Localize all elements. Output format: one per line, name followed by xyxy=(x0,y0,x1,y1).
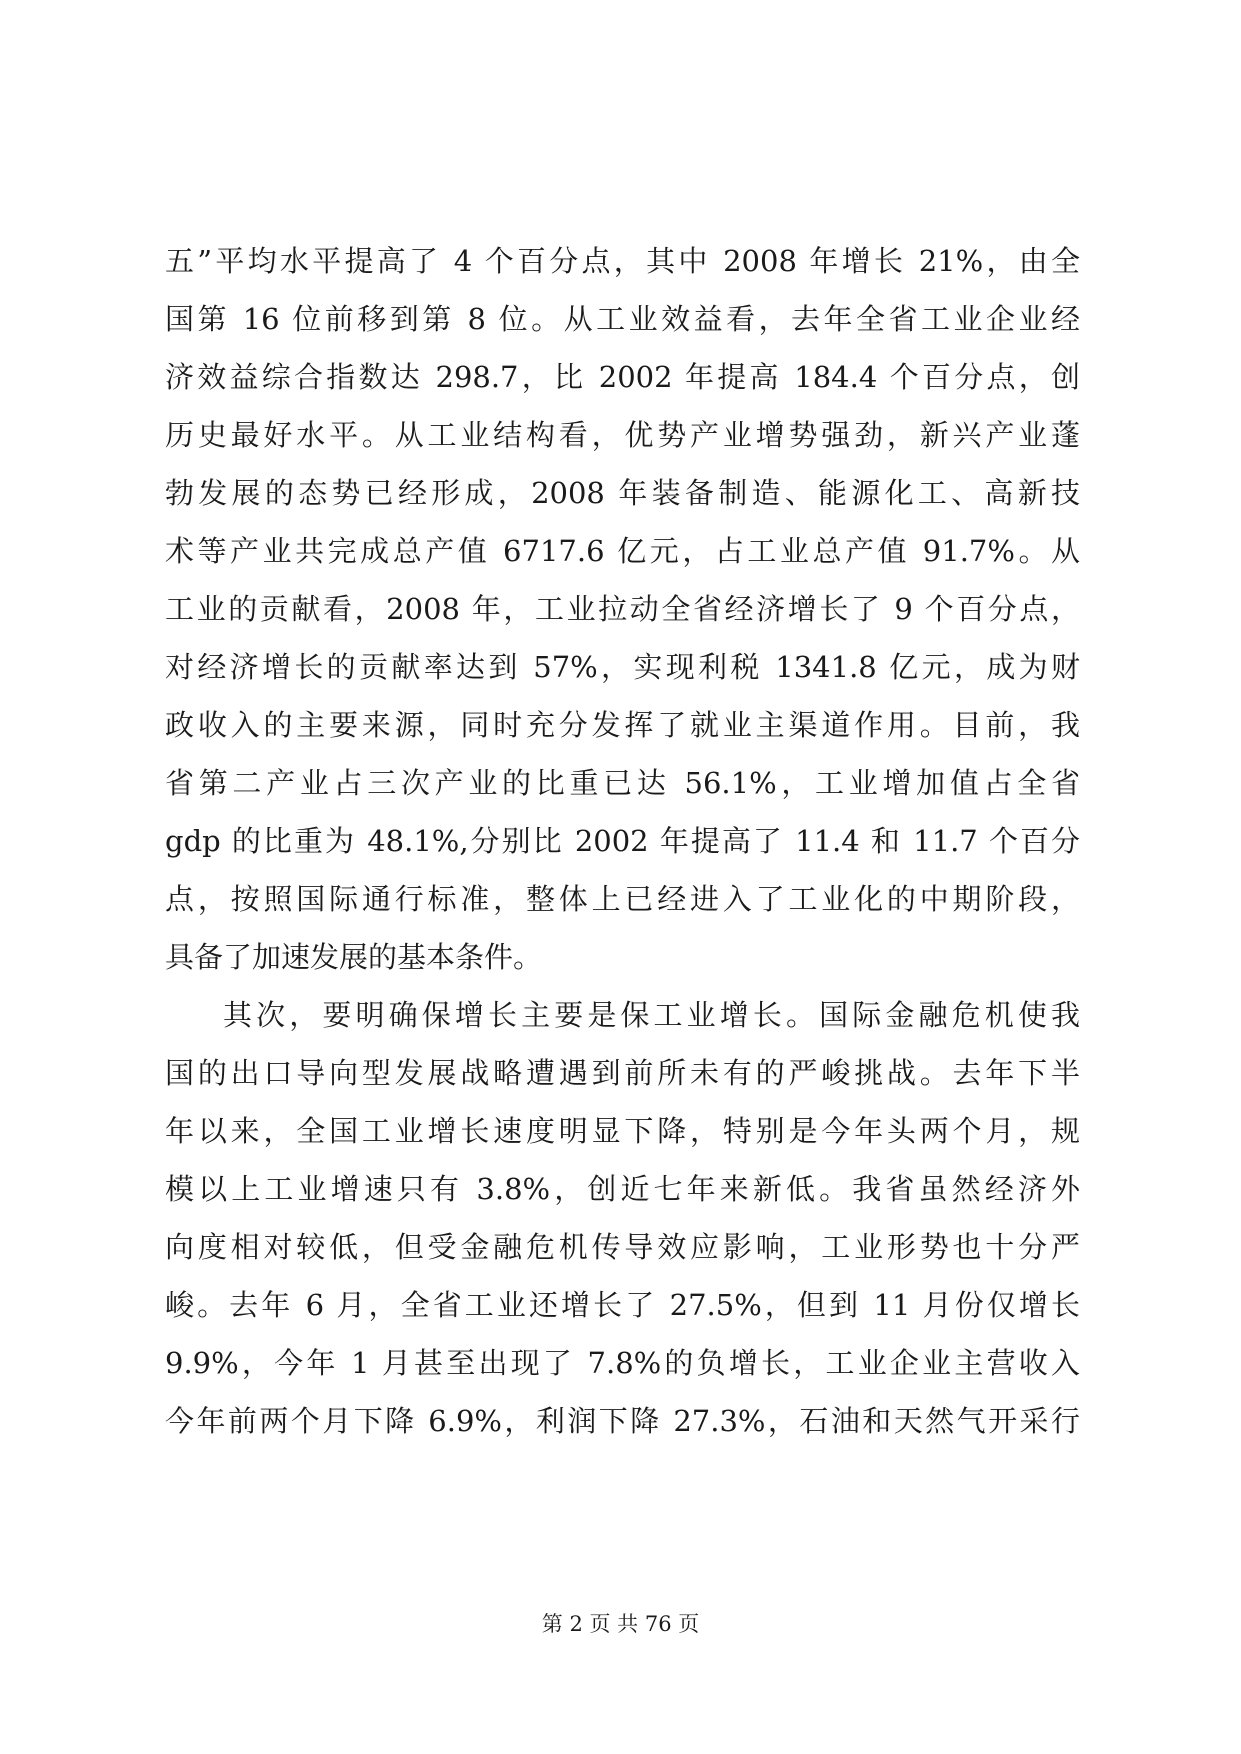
text-line: 年以来，全国工业增长速度明显下降，特别是今年头两个月，规 xyxy=(165,1114,1080,1148)
text-line: 历史最好水平。从工业结构看，优势产业增势强劲，新兴产业蓬 xyxy=(165,418,1080,452)
text-line: 今年前两个月下降 6.9%，利润下降 27.3%，石油和天然气开采行 xyxy=(165,1404,1080,1438)
text-line: 其次，要明确保增长主要是保工业增长。国际金融危机使我 xyxy=(223,998,1080,1032)
text-line: 点，按照国际通行标准，整体上已经进入了工业化的中期阶段， xyxy=(165,882,1080,916)
text-line: 五”平均水平提高了 4 个百分点，其中 2008 年增长 21%，由全 xyxy=(165,244,1080,278)
text-line: 峻。去年 6 月，全省工业还增长了 27.5%，但到 11 月份仅增长 xyxy=(165,1288,1080,1322)
text-line: 济效益综合指数达 298.7，比 2002 年提高 184.4 个百分点，创 xyxy=(165,360,1080,394)
text-line: 模以上工业增速只有 3.8%，创近七年来新低。我省虽然经济外 xyxy=(165,1172,1080,1206)
text-line: 9.9%，今年 1 月甚至出现了 7.8%的负增长，工业企业主营收入 xyxy=(165,1346,1080,1380)
text-line: 政收入的主要来源，同时充分发挥了就业主渠道作用。目前，我 xyxy=(165,708,1080,742)
text-line: 工业的贡献看，2008 年，工业拉动全省经济增长了 9 个百分点， xyxy=(165,592,1080,626)
text-line: 向度相对较低，但受金融危机传导效应影响，工业形势也十分严 xyxy=(165,1230,1080,1264)
text-line: 勃发展的态势已经形成，2008 年装备制造、能源化工、高新技 xyxy=(165,476,1080,510)
text-line: 国第 16 位前移到第 8 位。从工业效益看，去年全省工业企业经 xyxy=(165,302,1080,336)
paragraph-1 xyxy=(165,232,1080,986)
text-line: gdp 的比重为 48.1%,分别比 2002 年提高了 11.4 和 11.7 个百分 xyxy=(165,824,1080,858)
text-line: 具备了加速发展的基本条件。 xyxy=(165,940,543,974)
page-number-footer: 第 2 页 共 76 页 xyxy=(541,1612,700,1636)
document-body xyxy=(165,232,1080,1450)
text-line: 术等产业共完成总产值 6717.6 亿元，占工业总产值 91.7%。从 xyxy=(165,534,1080,568)
text-line: 国的出口导向型发展战略遭遇到前所未有的严峻挑战。去年下半 xyxy=(165,1056,1080,1090)
text-line: 省第二产业占三次产业的比重已达 56.1%，工业增加值占全省 xyxy=(165,766,1080,800)
paragraph-2 xyxy=(165,986,1080,1450)
text-line: 对经济增长的贡献率达到 57%，实现利税 1341.8 亿元，成为财 xyxy=(165,650,1080,684)
